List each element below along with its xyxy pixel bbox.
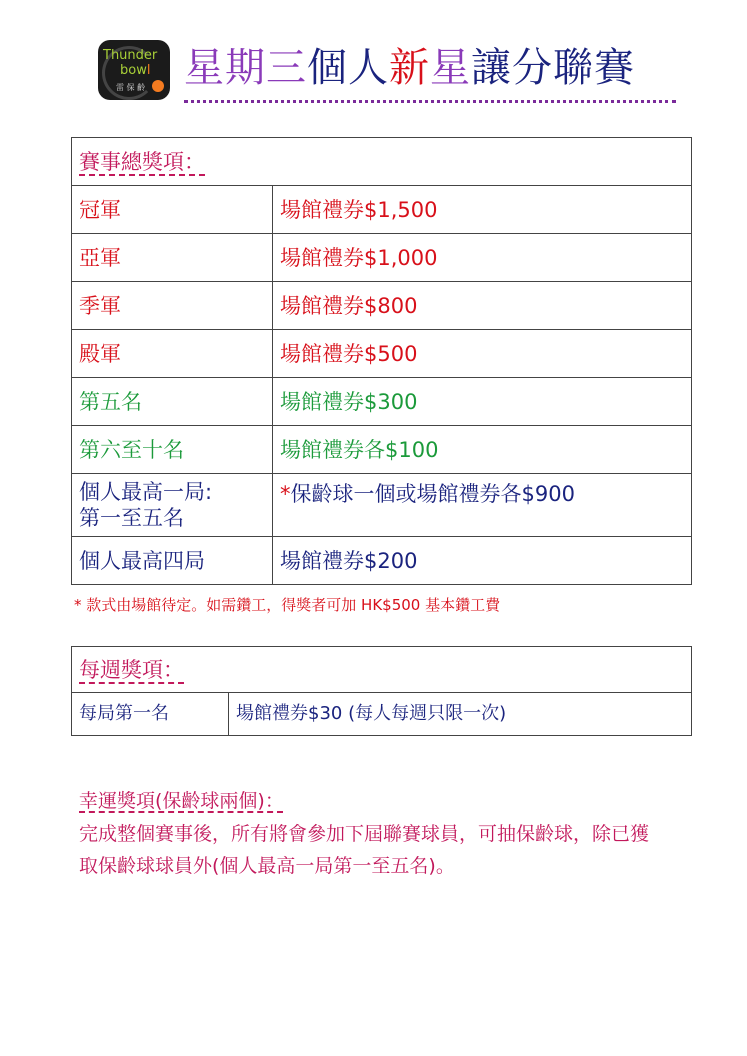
prize-name-cell: 亞軍 [72,234,273,282]
title-segment: 讓分聯賽 [471,45,635,91]
weekly-prizes-heading: 每週獎項： [72,647,692,693]
thunder-bowl-logo [98,40,170,100]
prize-value-cell: 場館禮券$800 [273,282,692,330]
title-divider [184,100,676,103]
table-row-high-game [72,474,692,537]
table-row-weekly [72,693,692,736]
prize-value-cell: 場館禮券$300 [273,378,692,426]
table-row [72,378,692,426]
page-header [92,36,682,110]
prize-name-cell: 第五名 [72,378,273,426]
total-prizes-heading: 賽事總獎項： [72,138,692,186]
bowling-ball-icon [152,80,164,92]
prize-value-cell: 場館禮券$1,000 [273,234,692,282]
logo-text-line1: Thunder [103,48,158,63]
prize-name-cell: 第六至十名 [72,426,273,474]
title-segment: 星 [430,45,471,91]
prize-name-cell: 每局第一名 [72,693,229,736]
table-row [72,426,692,474]
prize-value-cell: 場館禮券$200 [273,537,692,585]
table-row [72,282,692,330]
total-prizes-table [71,137,692,585]
title-segment: 星期三 [184,45,307,91]
title-segment: 新 [389,45,430,91]
prize-name-cell: 殿軍 [72,330,273,378]
prize-name-cell: 季軍 [72,282,273,330]
prize-value-cell: 場館禮券$1,500 [273,186,692,234]
prize-name-cell: 個人最高四局 [72,537,273,585]
prize-value-cell: *保齡球一個或場館禮券各$900 [273,474,692,537]
prize-name-cell: 個人最高一局: 第一至五名 [72,474,273,537]
prize-value-cell: 場館禮券$30 (每人每週只限一次) [229,693,692,736]
table-row [72,186,692,234]
weekly-prizes-table [71,646,692,736]
table-row [72,330,692,378]
footnote: * 款式由場館待定。如需鑽工，得獎者可加 HK$500 基本鑽工費 [74,596,501,614]
title-segment: 個人 [307,45,389,91]
lucky-prize-body: 完成整個賽事後，所有將會參加下屆聯賽球員，可抽保齡球，除已獲取保齡球球員外(個人最高一局第一至五名)。 [79,823,650,877]
lucky-prize-heading: 幸運獎項(保齡球兩個)： [79,790,284,812]
logo-text-line2: bowl [120,63,151,78]
table-header-row [72,647,692,693]
prize-value-cell: 場館禮券$500 [273,330,692,378]
logo-text-chinese: 雷 保 齡 [116,83,146,92]
table-header-row [72,138,692,186]
lucky-prize-section [79,786,669,882]
page-title [184,42,635,94]
prize-name-cell: 冠軍 [72,186,273,234]
table-row-high-series [72,537,692,585]
table-row [72,234,692,282]
prize-value-cell: 場館禮券各$100 [273,426,692,474]
